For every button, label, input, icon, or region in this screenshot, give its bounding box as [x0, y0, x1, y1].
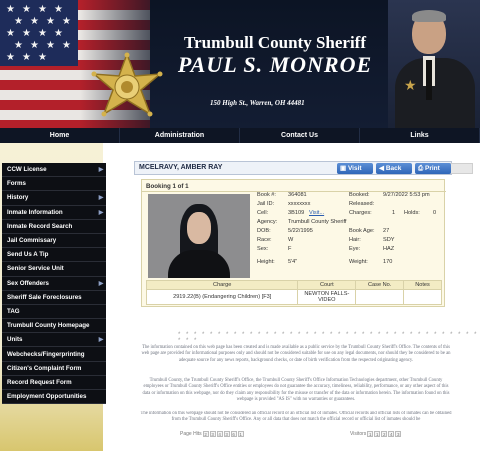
column-header-notes: Notes: [404, 281, 442, 290]
book-age-value: 27: [383, 228, 390, 234]
agency-value: Trumbull County Sheriff: [288, 219, 347, 225]
sidebar-item-record-request-form[interactable]: Record Request Form: [2, 376, 106, 390]
column-header-case-no: Case No.: [356, 281, 404, 290]
page-hits-label: Page Hits: [180, 431, 202, 437]
nav-administration[interactable]: Administration: [120, 128, 240, 143]
page-hits-counter: [180, 431, 244, 437]
hair-value: SDY: [383, 237, 395, 243]
counter-digit: 3: [397, 432, 400, 437]
sidebar-item-units[interactable]: Units ▶: [2, 333, 106, 347]
chevron-right-icon: ▶: [98, 209, 104, 216]
jail-id-label: Jail ID:: [257, 201, 275, 207]
booking-no-label: Book #:: [257, 192, 276, 198]
chevron-right-icon: ▶: [98, 195, 104, 202]
sidebar-menu: [2, 163, 106, 404]
eye-value: HAZ: [383, 246, 395, 252]
chevron-right-icon: ▶: [98, 337, 104, 344]
booking-title: Booking 1 of 1: [146, 183, 189, 190]
counter-digit: 1: [369, 432, 372, 437]
sidebar-item-send-us-a-tip[interactable]: Send Us A Tip: [2, 248, 106, 262]
notes-cell: [404, 290, 442, 305]
sidebar-item-webchecks-fingerprinting[interactable]: Webchecks/Fingerprinting: [2, 347, 106, 361]
released-label: Released:: [349, 201, 375, 207]
visit-button[interactable]: ▣ Visit: [337, 163, 373, 174]
booked-label: Booked:: [349, 192, 370, 198]
case-no-cell: [356, 290, 404, 305]
nav-links[interactable]: Links: [360, 128, 480, 143]
counter-digit: 3: [225, 432, 228, 437]
booked-value: 9/27/2022 5:53 pm: [383, 192, 430, 198]
sidebar-item-ccw-license[interactable]: CCW License ▶: [2, 163, 106, 177]
agency-label: Agency:: [257, 219, 278, 225]
site-header: ★ ★ ★ ★ ★ ★ ★ ★ ★ ★ ★ ★ ★ ★ ★ ★ ★ ★ ★ Trumbull County Sheriff PAUL S. MONROE 150 High St., Warren, OH 44481 ★: [0, 0, 480, 128]
sidebar-item-senior-service-unit[interactable]: Senior Service Unit: [2, 262, 106, 276]
counter-digit: 2: [383, 432, 386, 437]
disclaimer-paragraph-3: The information on this webpage should not be considered an official record or an official list of inmates. Official records and official lists of inmates can be obtained from the Trumbull County Sheriff's Office. Any or all data that does not match the official record or official list of inmates should be: [140, 411, 452, 423]
column-header-court: Court: [298, 281, 356, 290]
disclaimer-paragraph-2: Trumbull County, the Trumbull County Sheriff's Office, the Trumbull County Sheriff's Office Information Technologies department, other Trumbull County employees or Trumbull County Sheriff's Office entities or employees do not guarantee the accuracy, timeliness, reliability, performance, or any other aspect of this data or information on this webpage, nor do they claim any responsibility for the misuse or transfer of the data or information herein. The information found on this webpage is provided "AS IS" with no warranties or guarantees.: [142, 378, 450, 403]
visitors-label: Visitors: [350, 431, 367, 437]
height-value: 5'4": [288, 259, 298, 265]
main-nav: [0, 128, 480, 143]
sidebar-item-inmate-record-search[interactable]: Inmate Record Search: [2, 220, 106, 234]
race-label: Race:: [257, 237, 272, 243]
weight-label: Weight:: [349, 259, 368, 265]
holds-label: Holds:: [404, 210, 420, 216]
printer-icon: ⎙: [418, 165, 426, 172]
table-row: [147, 290, 442, 305]
sidebar-item-trumbull-county-homepage[interactable]: Trumbull County Homepage: [2, 319, 106, 333]
cell-visit-link[interactable]: Visit...: [309, 210, 325, 216]
counter-digit: 6: [232, 432, 235, 437]
inmate-record-header: [134, 161, 452, 175]
sex-value: F: [288, 246, 292, 252]
sidebar-item-sex-offenders[interactable]: Sex Offenders ▶: [2, 277, 106, 291]
sex-label: Sex:: [257, 246, 269, 252]
back-arrow-icon: ◀: [379, 165, 386, 172]
sheriff-name: PAUL S. MONROE: [177, 52, 373, 77]
height-label: Height:: [257, 259, 275, 265]
american-flag-image: ★ ★ ★ ★ ★ ★ ★ ★ ★ ★ ★ ★ ★ ★ ★ ★ ★ ★ ★: [0, 0, 150, 128]
dob-label: DOB:: [257, 228, 271, 234]
chevron-right-icon: ▶: [98, 280, 104, 287]
counter-digit: 4: [390, 432, 393, 437]
charge-cell: 2919.22(B) (Endangering Children) [F3]: [147, 290, 298, 305]
sidebar-item-tag[interactable]: TAG: [2, 305, 106, 319]
jail-id-value: xxxxxxxx: [288, 201, 311, 207]
inmate-name: MCELRAVY, AMBER RAY: [139, 164, 223, 171]
charges-label: Charges:: [349, 210, 372, 216]
counter-digit: 1: [376, 432, 379, 437]
sidebar-item-sheriff-sale-foreclosures[interactable]: Sheriff Sale Foreclosures: [2, 291, 106, 305]
charges-table: [146, 280, 442, 305]
booking-no-value: 364081: [288, 192, 307, 198]
counter-digit: 3: [211, 432, 214, 437]
holds-value: 0: [433, 210, 437, 216]
sidebar-item-forms[interactable]: Forms: [2, 177, 106, 191]
court-cell: NEWTON FALLS-VIDEO: [298, 290, 356, 305]
counter-digit: 4: [218, 432, 221, 437]
hair-label: Hair:: [349, 237, 361, 243]
visitors-counter: [350, 431, 401, 437]
sidebar-item-history[interactable]: History ▶: [2, 191, 106, 205]
weight-value: 170: [383, 259, 393, 265]
book-age-label: Book Age:: [349, 228, 375, 234]
disclaimer-paragraph-1: The information contained on this web page has been created and is made available as a public service by the Trumbull County Sheriff's Office. The contents of this web page are provided for informational purposes only and should not be considered suitable for use on any legal documents, nor should they be considered to be an adequate source for any news reports, background checks, or date of birth verification from the respected originating agency.: [141, 345, 451, 363]
column-header-charge: Charge: [147, 281, 298, 290]
booking-panel: [141, 179, 445, 307]
sidebar-item-employment-opportunities[interactable]: Employment Opportunities: [2, 390, 106, 404]
counter-digit: 1: [239, 432, 242, 437]
cell-value: 3B109: [288, 210, 305, 216]
sidebar-item-citizens-complaint-form[interactable]: Citizen's Complaint Form: [2, 362, 106, 376]
separator: * * * * * * * * * * * * * * * * * * * * * * * * * * * * * * * * * * * * * * * * *: [178, 332, 479, 344]
table-header-row: [147, 281, 442, 290]
header-address: 150 High St., Warren, OH 44481: [210, 99, 305, 107]
back-button[interactable]: ◀ Back: [376, 163, 412, 174]
dob-value: 5/22/1995: [288, 228, 313, 234]
sheriff-star-badge-icon: [88, 52, 166, 124]
eye-label: Eye:: [349, 246, 361, 252]
header-title: Trumbull County Sheriff: [184, 33, 366, 52]
print-button[interactable]: ⎙ Print: [415, 163, 451, 174]
visit-icon: ▣: [340, 165, 348, 172]
mugshot-photo: [148, 194, 250, 278]
sidebar-item-inmate-information[interactable]: Inmate Information ▶: [2, 206, 106, 220]
nav-contact-us[interactable]: Contact Us: [240, 128, 360, 143]
chevron-right-icon: ▶: [98, 167, 104, 174]
sidebar-item-jail-commissary[interactable]: Jail Commissary: [2, 234, 106, 248]
cell-label: Cell:: [257, 210, 269, 216]
counter-digit: 2: [204, 432, 207, 437]
race-value: W: [288, 237, 294, 243]
nav-home[interactable]: Home: [0, 128, 120, 143]
charges-value: 1: [392, 210, 396, 216]
